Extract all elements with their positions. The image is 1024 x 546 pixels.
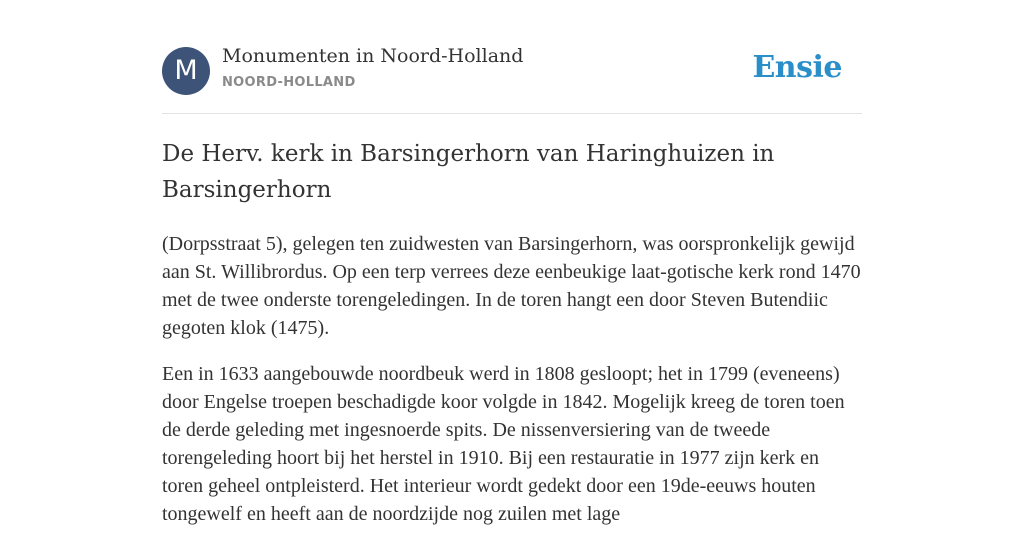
header [162,0,862,114]
article-paragraph: Een in 1633 aangebouwde noordbeuk werd in 1808 gesloopt; het in 1799 (eveneens) door Engelse troepen beschadigde koor volgde in 1842. Mogelijk kreeg de toren toen de derde geleding met ingesnoerde spits. De nissenversiering van de tweede torengeleding hoort bij het herstel in 1910. Bij een restauratie in 1977 zijn kerk en toren geheel ontpleisterd. Het interieur wordt gedekt door een 19de-eeuws houten tongewelf en heeft aan de noordzijde nog zuilen met lage [162,363,845,525]
article-paragraph: (Dorpsstraat 5), gelegen ten zuidwesten van Barsingerhorn, was oorspronkelijk gewijd aan St. Willibrordus. Op een terp verrees deze eenbeukige laat-gotische kerk rond 1470 met de twee onderste torengeledingen. In de toren hangt een door Steven Butendiic gegoten klok (1475). [162,233,861,339]
collection-title[interactable]: Monumenten in Noord-Holland [222,45,524,67]
article-body [162,230,862,528]
content-column [162,0,862,546]
collection-subtitle[interactable]: NOORD-HOLLAND [222,75,356,90]
ensie-logo[interactable]: Ensie [752,50,842,85]
article-title: De Herv. kerk in Barsingerhorn van Haringhuizen in Barsingerhorn [162,141,775,203]
collection-avatar[interactable]: M [162,47,210,95]
